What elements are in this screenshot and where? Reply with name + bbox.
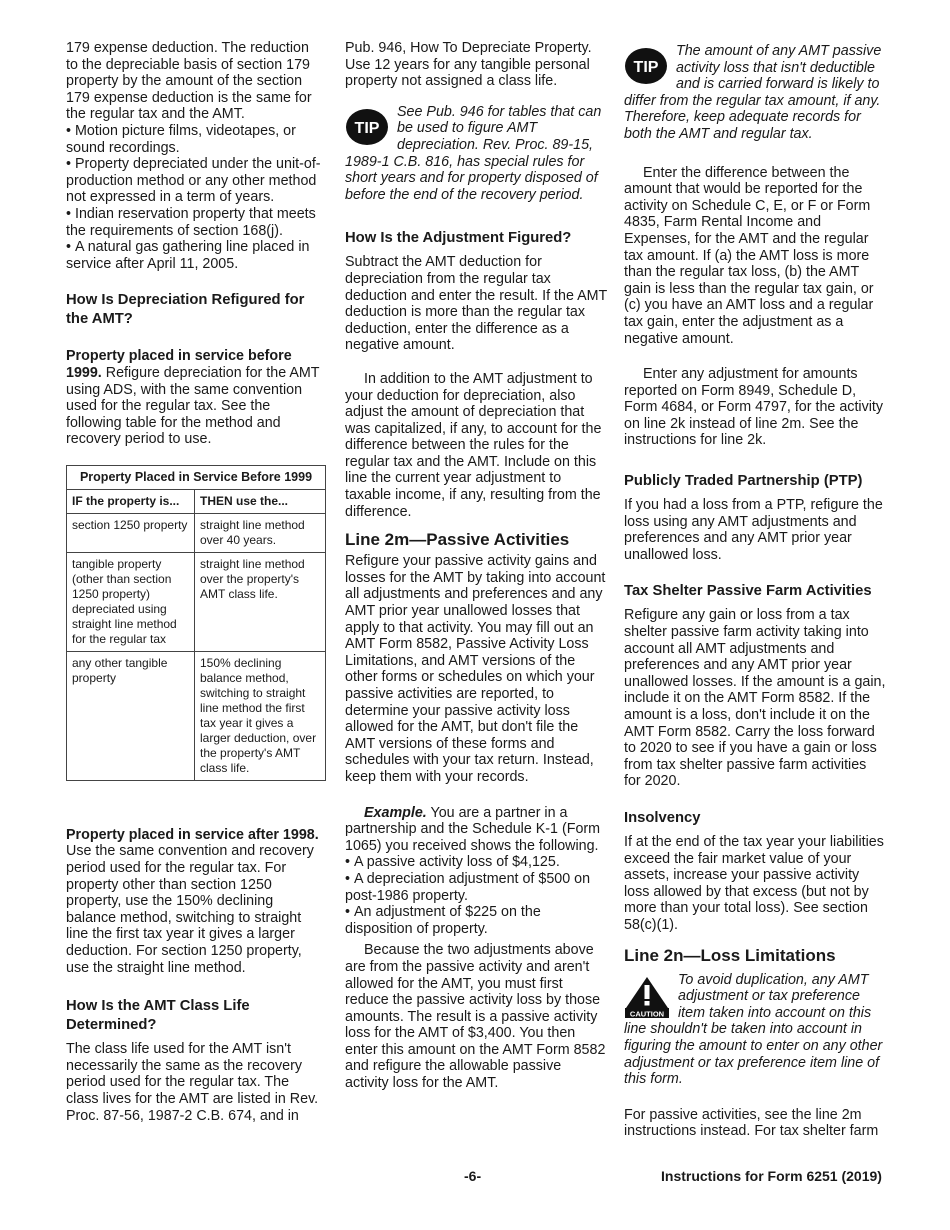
example-conclusion-paragraph: Because the two adjustments above are from the passive activity and aren't allowed for the AMT, you must first reduce the passive activity loss by those amounts. The result is a passive activity loss for the AMT of $3,400. You then enter this amount on the AMT Form 8582 and refigure the allowable passive activity loss for the AMT.: [345, 942, 606, 1092]
before-1999-paragraph: [66, 348, 324, 448]
table-caption: Property Placed in Service Before 1999: [67, 465, 326, 489]
tip-callout: [345, 104, 607, 204]
tip-icon: [624, 47, 668, 85]
table-cell: section 1250 property: [67, 513, 195, 552]
page-number: -6-: [464, 1168, 482, 1184]
caution-icon: [624, 976, 670, 1018]
table-header: THEN use the...: [195, 489, 326, 513]
loss-limitations-paragraph: For passive activities, see the line 2m instructions instead. For tax shelter farm: [624, 1106, 879, 1140]
table-cell: 150% declining balance method, switching to straight line method the first tax year it gives a larger deduction, over the property's AMT class life.: [195, 651, 326, 780]
tip-text: See Pub. 946 for tables that can be used to figure AMT depreciation. Rev. Proc. 89-15, 1989-1 C.B. 816, has special rules for short years and for property disposed of before the end of the recovery period.: [345, 103, 602, 203]
heading-line-2m: Line 2m—Passive Activities: [345, 530, 570, 550]
heading-line-2n: Line 2n—Loss Limitations: [624, 945, 836, 965]
difference-paragraph: Enter the difference between the amount that would be reported for the activity on Schedule C, E, or F or Form 4835, Farm Rental Income and Expenses, for the AMT and the regular tax amount. If (a) the AMT loss is more than the regular tax loss, (b) the AMT gain is less than the regular tax gain, or (c) you have an AMT loss and a regular tax gain, enter the adjustment as a negative amount.: [624, 164, 874, 347]
example-paragraph: [345, 805, 607, 855]
tax-shelter-paragraph: Refigure any gain or loss from a tax shelter passive farm activity taking into account all AMT adjustments and preferences and any AMT prior year unallowed losses. If the amount is a gain, include it on the AMT Form 8582. If the amount is a loss, don't include it on the AMT Form 8582. Carry the loss forward to 2020 to see if you have a gain or loss from tax shelter passive farm activities for 2020.: [624, 607, 886, 790]
table-cell: straight line method over the property's AMT class life.: [195, 552, 326, 651]
table-cell: any other tangible property: [67, 651, 195, 780]
table-cell: straight line method over 40 years.: [195, 513, 326, 552]
table-row: [67, 513, 326, 552]
column-right: [624, 40, 886, 1140]
table-row: [67, 552, 326, 651]
table-cell: tangible property (other than section 1250 property) depreciated using straight line method for the regular tax: [67, 552, 195, 651]
class-life-paragraph: The class life used for the AMT isn't necessarily the same as the recovery period used for the regular tax. The class lives for the AMT are listed in Rev. Proc. 87-56, 1987-2 C.B. 674, and in: [66, 1041, 319, 1124]
after-1998-runin: Property placed in service after 1998.: [66, 826, 319, 843]
heading-insolvency: Insolvency: [624, 809, 701, 826]
bullet-item: • A natural gas gathering line placed in service after April 11, 2005.: [66, 239, 324, 272]
svg-text:TIP: TIP: [354, 119, 380, 137]
heading-adjustment-figured: How Is the Adjustment Figured?: [345, 230, 572, 247]
example-label: Example.: [364, 804, 427, 821]
column-middle: [345, 40, 607, 1092]
example-bullet: • A depreciation adjustment of $500 on post-1986 property.: [345, 871, 607, 904]
heading-tax-shelter: Tax Shelter Passive Farm Activities: [624, 583, 872, 600]
tip-icon: [345, 108, 389, 146]
example-text: You are a partner in a partnership and the Schedule K-1 (Form 1065) you received shows the following.: [345, 804, 601, 854]
table-row: [67, 651, 326, 780]
caution-text: To avoid duplication, any AMT adjustment or tax preference item taken into account on this line shouldn't be taken into account in figuring the amount to enter on any other adjustment or tax preference item line of this form.: [624, 971, 883, 1088]
svg-text:CAUTION: CAUTION: [629, 1009, 665, 1018]
form-name-footer: Instructions for Form 6251 (2019): [661, 1168, 882, 1184]
heading-class-life: How Is the AMT Class Life Determined?: [66, 998, 250, 1034]
example-bullet: • An adjustment of $225 on the disposition of property.: [345, 904, 607, 937]
before-1999-runin: Property placed in service before 1999.: [66, 348, 292, 381]
caution-callout: [624, 972, 886, 1088]
bullet-item: • Motion picture films, videotapes, or sound recordings.: [66, 123, 324, 156]
pub946-paragraph: Pub. 946, How To Depreciate Property. Use 12 years for any tangible personal property not assigned a class life.: [345, 40, 592, 90]
passive-activities-paragraph: Refigure your passive activity gains and losses for the AMT by taking into account all adjustments and preferences and any AMT prior year unallowed losses that apply to that activity. You may fill out an AMT Form 8582, Passive Activity Loss Limitations, and AMT versions of the other forms or schedules on which your passive activities are reported, to determine your passive activity loss allowed for the AMT, but don't file the AMT versions of these forms and schedules with your tax return. Instead, keep them with your records.: [345, 553, 606, 785]
depreciation-method-table: [66, 465, 326, 781]
bullet-item: • Indian reservation property that meets the requirements of section 168(j).: [66, 206, 324, 239]
after-1998-text: Use the same convention and recovery period used for the regular tax. For property other than section 1250 property, use the 150% declining balance method, switching to straight line the first tax year it gives a larger deduction. For section 1250 property, use the straight line method.: [66, 843, 314, 976]
line-2k-adjustment-paragraph: Enter any adjustment for amounts reported on Form 8949, Schedule D, Form 4684, or Form 4797, for the activity on line 2k instead of line 2m. See the instructions for line 2k.: [624, 366, 884, 449]
ptp-paragraph: If you had a loss from a PTP, refigure the loss using any AMT adjustments and preferences and any AMT prior year unallowed loss.: [624, 497, 883, 563]
column-left: [66, 40, 324, 1124]
capitalized-adjustment-paragraph: In addition to the AMT adjustment to your deduction for depreciation, also adjust the amount of depreciation that was capitalized, if any, to account for the difference between the rules for the regular tax and the AMT. Include on this line the current year adjustment to taxable income, if any, resulting from the difference.: [345, 370, 602, 520]
tip-callout: [624, 43, 886, 143]
bullet-item: • Property depreciated under the unit-of-production method or any other method not expressed in a term of years.: [66, 156, 324, 206]
adjustment-paragraph: Subtract the AMT deduction for depreciation from the regular tax deduction and enter the result. If the AMT deduction is more than the regular tax deduction, enter the difference as a negative amount.: [345, 254, 608, 354]
section179-paragraph: 179 expense deduction. The reduction to the depreciable basis of section 179 property by the amount of the section 179 expense deduction is the same for the regular tax and the AMT.: [66, 40, 312, 123]
table-header: IF the property is...: [67, 489, 195, 513]
tip-text: The amount of any AMT passive activity loss that isn't deductible and is carried forward is likely to differ from the regular tax amount, if any. Therefore, keep adequate records for both the AMT and regular tax.: [624, 43, 882, 142]
heading-ptp: Publicly Traded Partnership (PTP): [624, 473, 863, 490]
svg-text:TIP: TIP: [633, 59, 659, 76]
before-1999-text: Refigure depreciation for the AMT using ADS, with the same convention used for the regular tax. See the following table for the method and recovery period to use.: [66, 364, 320, 448]
after-1998-paragraph: [66, 827, 324, 976]
insolvency-paragraph: If at the end of the tax year your liabilities exceed the fair market value of your assets, increase your passive activity loss allowed by that excess (but not by more than your total loss). See section 58(c)(1).: [624, 833, 884, 933]
heading-depreciation-refigured: How Is Depreciation Refigured for the AMT?: [66, 292, 305, 328]
example-bullet: • A passive activity loss of $4,125.: [345, 854, 607, 871]
